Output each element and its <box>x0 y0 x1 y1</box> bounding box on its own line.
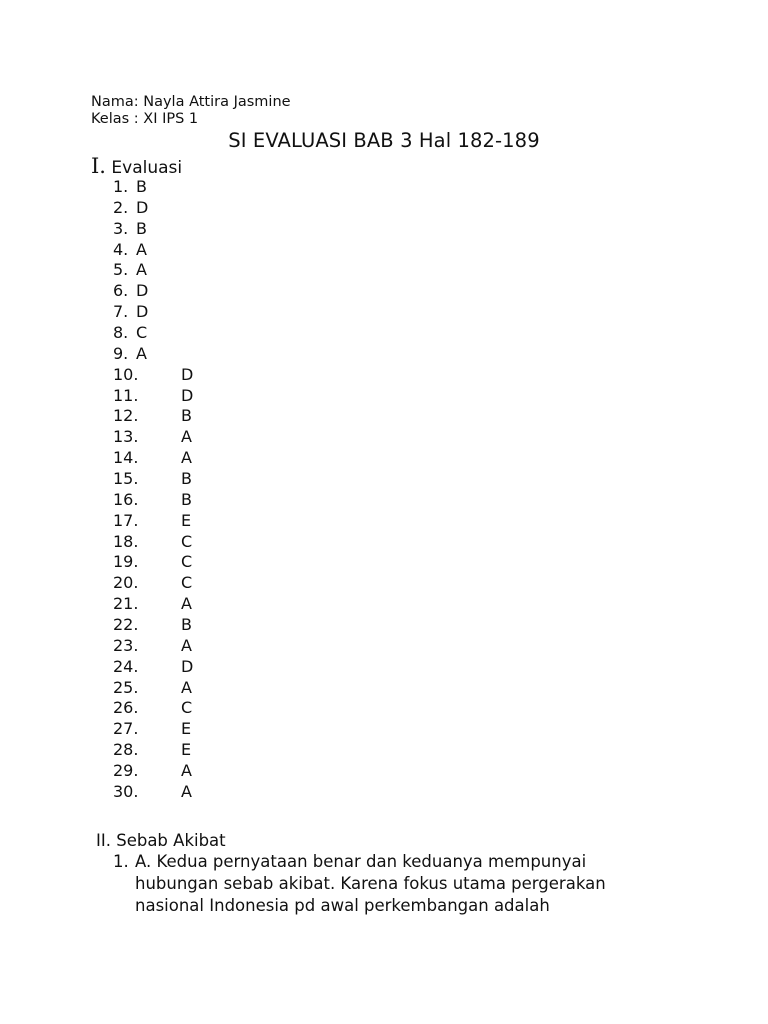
answer-number: 6. <box>113 281 129 301</box>
answer-row <box>0 635 768 656</box>
student-class: Kelas : XI IPS 1 <box>91 111 199 127</box>
answer-row <box>0 259 768 280</box>
answer-number: 7. <box>113 302 129 322</box>
section-1-roman-numeral: I. <box>91 154 106 178</box>
answer-row <box>0 760 768 781</box>
answer-row <box>0 426 768 447</box>
answer-choice: A <box>181 761 192 781</box>
answer-number: 13. <box>113 427 139 447</box>
answer-number: 4. <box>113 239 129 259</box>
answer-row <box>0 176 768 197</box>
answer-choice: A <box>181 594 192 614</box>
answer-choice: B <box>181 489 192 509</box>
answer-number: 9. <box>113 343 129 363</box>
answer-choice: A <box>181 427 192 447</box>
essay-item-text-line: hubungan sebab akibat. Karena fokus utama pergerakan <box>135 874 606 893</box>
answer-number: 26. <box>113 698 139 718</box>
answer-choice: A <box>181 635 192 655</box>
answer-choice: B <box>136 177 147 196</box>
answer-number: 1. <box>113 177 129 196</box>
answer-choice: D <box>181 364 194 384</box>
answer-choice: E <box>181 719 192 739</box>
answer-number: 3. <box>113 218 129 238</box>
answer-row <box>0 510 768 531</box>
answer-choice: A <box>181 781 192 801</box>
section-2-heading: II. Sebab Akibat <box>96 831 226 850</box>
answer-number: 16. <box>113 489 139 509</box>
answer-row <box>0 447 768 468</box>
answer-row <box>0 364 768 385</box>
answer-choice: A <box>181 448 192 468</box>
answer-choice: A <box>136 260 147 280</box>
answer-number: 5. <box>113 260 129 280</box>
answer-choice: D <box>136 197 149 217</box>
answer-choice: C <box>181 531 193 551</box>
answer-number: 30. <box>113 781 139 801</box>
answer-choice: E <box>181 740 192 760</box>
answer-row <box>0 697 768 718</box>
answer-number: 22. <box>113 615 139 635</box>
essay-item-text-line: nasional Indonesia pd awal perkembangan adalah <box>135 896 550 915</box>
answer-choice: D <box>181 656 194 676</box>
answer-number: 24. <box>113 656 139 676</box>
answer-choice: B <box>136 218 147 238</box>
answer-number: 19. <box>113 552 139 572</box>
answer-number: 28. <box>113 740 139 760</box>
answer-number: 14. <box>113 448 139 468</box>
answer-row <box>0 781 768 802</box>
answer-number: 15. <box>113 469 139 489</box>
answer-row <box>0 385 768 406</box>
answer-choice: C <box>181 573 193 593</box>
answer-row <box>0 405 768 426</box>
answer-row <box>0 301 768 322</box>
answer-number: 20. <box>113 573 139 593</box>
answer-choice: C <box>181 552 193 572</box>
answer-number: 29. <box>113 761 139 781</box>
answer-choice: D <box>181 385 194 405</box>
answer-choice: D <box>136 281 149 301</box>
answer-row <box>0 718 768 739</box>
answer-row <box>0 551 768 572</box>
essay-item-number: 1. <box>113 852 129 871</box>
answer-row <box>0 197 768 218</box>
student-name: Nama: Nayla Attira Jasmine <box>91 94 291 110</box>
document-title: SI EVALUASI BAB 3 Hal 182-189 <box>228 129 540 152</box>
answer-row <box>0 280 768 301</box>
answer-key-list <box>0 176 768 802</box>
answer-choice: A <box>136 343 147 363</box>
answer-row <box>0 531 768 552</box>
answer-row <box>0 468 768 489</box>
answer-choice: A <box>181 677 192 697</box>
answer-row <box>0 322 768 343</box>
answer-number: 27. <box>113 719 139 739</box>
answer-choice: A <box>136 239 147 259</box>
answer-number: 18. <box>113 531 139 551</box>
answer-choice: D <box>136 302 149 322</box>
answer-row <box>0 593 768 614</box>
answer-number: 25. <box>113 677 139 697</box>
answer-row <box>0 343 768 364</box>
section-1-label: Evaluasi <box>111 158 183 178</box>
answer-choice: E <box>181 510 192 530</box>
answer-row <box>0 614 768 635</box>
answer-choice: C <box>181 698 193 718</box>
answer-number: 8. <box>113 323 129 343</box>
answer-row <box>0 218 768 239</box>
answer-row <box>0 489 768 510</box>
answer-row <box>0 739 768 760</box>
answer-row <box>0 572 768 593</box>
answer-choice: C <box>136 323 148 343</box>
answer-number: 11. <box>113 385 139 405</box>
answer-number: 12. <box>113 406 139 426</box>
answer-row <box>0 656 768 677</box>
answer-number: 21. <box>113 594 139 614</box>
answer-choice: B <box>181 469 192 489</box>
answer-row <box>0 677 768 698</box>
answer-row <box>0 239 768 260</box>
answer-number: 17. <box>113 510 139 530</box>
answer-number: 2. <box>113 197 129 217</box>
answer-choice: B <box>181 615 192 635</box>
answer-number: 23. <box>113 635 139 655</box>
answer-number: 10. <box>113 364 139 384</box>
answer-choice: B <box>181 406 192 426</box>
essay-item-text-line: A. Kedua pernyataan benar dan keduanya mempunyai <box>135 852 587 871</box>
